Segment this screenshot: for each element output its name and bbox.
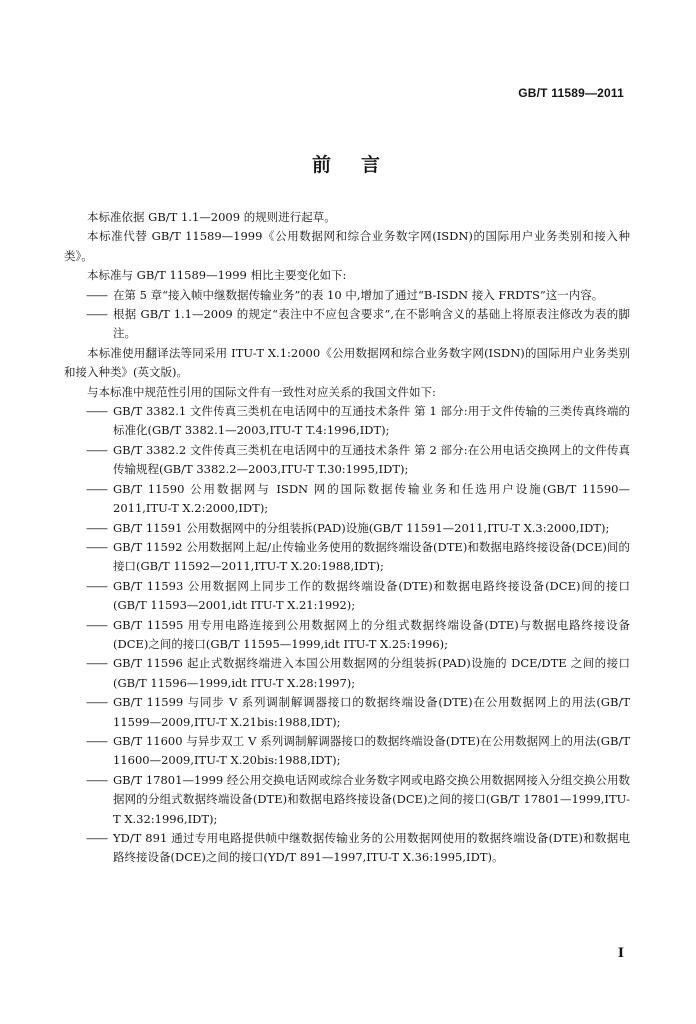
change-item	[64, 305, 630, 344]
reference-text: GB/T 17801—1999 经公用交换电话网或综合业务数字网或电路交换公用数据网接入分组交换公用数据网的分组式数据终端设备(DTE)和数据电路终接设备(DCE)之间的接口(GB/T 17801—1999,ITU-T X.32:1996,IDT);	[113, 772, 630, 826]
reference-text: GB/T 11595 用专用电路连接到公用数据网上的分组式数据终端设备(DTE)与数据电路终接设备(DCE)之间的接口(GB/T 11595—1999,idt ITU-T X.25:1996);	[113, 617, 630, 651]
reference-item	[64, 616, 630, 655]
dash-mark: ——	[86, 287, 107, 302]
reference-item	[64, 519, 630, 538]
reference-item	[64, 732, 630, 771]
reference-text: GB/T 11593 公用数据网上同步工作的数据终端设备(DTE)和数据电路终接设备(DCE)间的接口(GB/T 11593—2001,idt ITU-T X.21:1992);	[113, 578, 630, 613]
reference-item	[64, 693, 630, 732]
page-number: I	[617, 946, 624, 961]
paragraph-basis: 本标准依据 GB/T 1.1—2009 的规则进行起草。	[87, 210, 336, 224]
reference-item	[64, 480, 630, 519]
dash-mark: ——	[86, 772, 107, 787]
reference-item	[64, 402, 630, 441]
paragraph-changes-intro: 本标准与 GB/T 11589—1999 相比主要变化如下:	[87, 268, 347, 283]
reference-text: GB/T 3382.1 文件传真三类机在电话网中的互通技术条件 第 1 部分:用于文件传输的三类传真终端的标准化(GB/T 3382.1—2003,ITU-T T.4:1996,IDT);	[113, 404, 630, 438]
dash-mark: ——	[86, 831, 107, 845]
dash-mark: ——	[86, 733, 107, 748]
reference-text: GB/T 3382.2 文件传真三类机在电话网中的互通技术条件 第 2 部分:在公用电话交换网上的文件传真传输规程(GB/T 3382.2—2003,ITU-T T.30:1995,IDT);	[113, 442, 630, 477]
reference-item	[64, 654, 630, 693]
paragraph-replaces: 本标准代替 GB/T 11589—1999《公用数据网和综合业务数字网(ISDN)的国际用户业务类别和接入种类》。	[64, 229, 630, 263]
dash-mark: ——	[86, 481, 107, 496]
dash-mark: ——	[86, 617, 107, 632]
change-item	[64, 286, 630, 305]
change-text: 在第 5 章“接入帧中继数据传输业务”的表 10 中,增加了通过“B-ISDN 接入 FRDTS”这一内容。	[113, 287, 604, 302]
reference-text: GB/T 11599 与同步 V 系列调制解调器接口的数据终端设备(DTE)在公用数据网上的用法(GB/T 11599—2009,ITU-T X.21bis:1988,IDT);	[113, 695, 630, 729]
dash-mark: ——	[86, 695, 107, 710]
reference-text: GB/T 11590 公用数据网与 ISDN 网的国际数据传输业务和任选用户设施(GB/T 11590—2011,ITU-T X.2:2000,IDT);	[113, 481, 630, 516]
reference-text: GB/T 11600 与异步双工 V 系列调制解调器接口的数据终端设备(DTE)在公用数据网上的用法(GB/T 11600—2009,ITU-T X.20bis:1988,IDT);	[113, 733, 630, 768]
change-text: 根据 GB/T 1.1—2009 的规定“表注中不应包含要求”,在不影响含义的基础上将原表注修改为表的脚注。	[113, 307, 630, 341]
reference-item	[64, 577, 630, 616]
paragraph-references-intro: 与本标准中规范性引用的国际文件有一致性对应关系的我国文件如下:	[87, 384, 436, 399]
dash-mark: ——	[86, 578, 107, 593]
standard-code-header: GB/T 11589—2011	[518, 86, 624, 100]
foreword-body	[64, 208, 630, 868]
dash-mark: ——	[86, 520, 107, 535]
reference-text: GB/T 11591 公用数据网中的分组装拆(PAD)设施(GB/T 11591—2011,ITU-T X.3:2000,IDT);	[113, 520, 610, 535]
paragraph-translation-note: 本标准使用翻译法等同采用 ITU-T X.1:2000《公用数据网和综合业务数字网(ISDN)的国际用户业务类别和接入种类》(英文版)。	[64, 345, 630, 380]
reference-item	[64, 441, 630, 480]
reference-text: GB/T 11596 起止式数据终端进入本国公用数据网的分组装拆(PAD)设施的 DCE/DTE 之间的接口(GB/T 11596—1999,idt ITU-T X.28:1997);	[113, 656, 630, 690]
dash-mark: ——	[86, 442, 107, 457]
reference-text: GB/T 11592 公用数据网上起/止传输业务使用的数据终端设备(DTE)和数据电路终接设备(DCE)间的接口(GB/T 11592—2011,ITU-T X.20:1988,IDT);	[113, 539, 630, 574]
reference-item	[64, 771, 630, 829]
reference-item	[64, 538, 630, 577]
dash-mark: ——	[86, 307, 107, 322]
dash-mark: ——	[86, 404, 107, 419]
reference-item	[64, 829, 630, 868]
dash-mark: ——	[86, 539, 107, 554]
dash-mark: ——	[86, 656, 107, 671]
reference-text: YD/T 891 通过专用电路提供帧中继数据传输业务的公用数据网使用的数据终端设备(DTE)和数据电路终接设备(DCE)之间的接口(YD/T 891—1997,ITU-T X.36:1995,IDT)。	[113, 831, 630, 865]
page-title: 前言	[311, 154, 410, 176]
